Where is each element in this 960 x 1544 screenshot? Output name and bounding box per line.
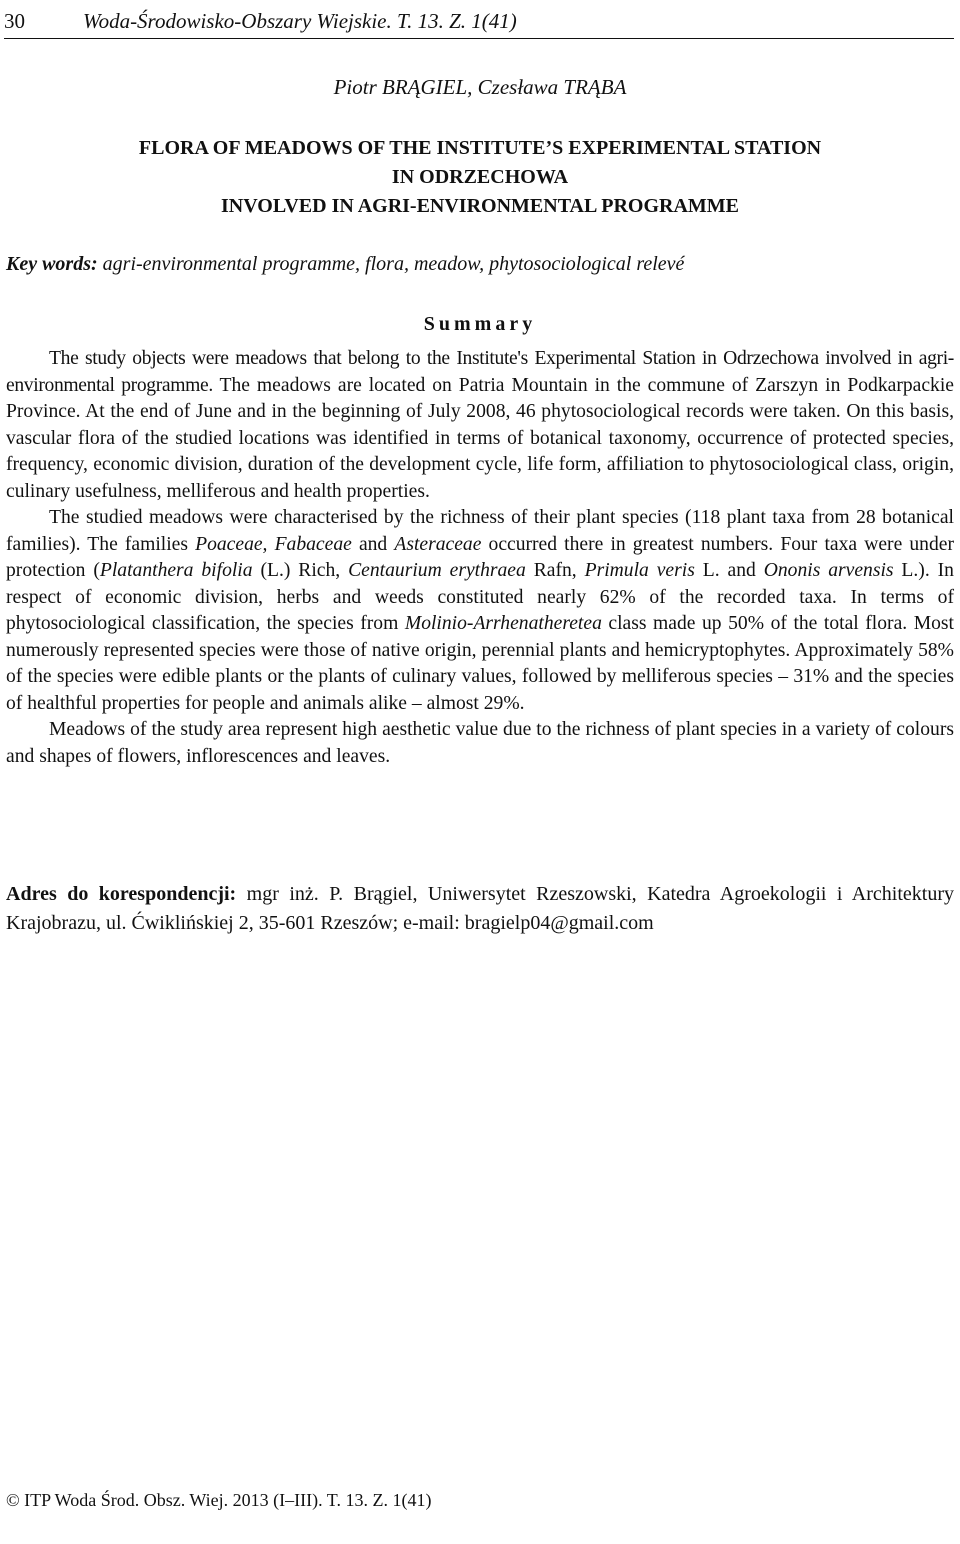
taxon-name: Primula veris (584, 560, 695, 581)
taxon-name: Centaurium erythraea (348, 560, 526, 581)
correspondence-text: mgr inż. P. Brągiel, Uniwersytet Rzeszowski, Katedra Agroekologii i Architektury Krajobrazu, ul. Ćwiklińskiej 2, 35-601 Rzeszów; e-mail: bragielp04@gmail.com (6, 883, 954, 934)
title-line: FLORA OF MEADOWS OF THE INSTITUTE’S EXPERIMENTAL STATION (138, 137, 822, 159)
title-line: IN ODRZECHOWA (391, 166, 569, 188)
summary-text-run: L. and (694, 560, 764, 581)
taxon-name: Platanthera bifolia (99, 560, 253, 581)
summary-text-run: Rafn, (525, 560, 585, 581)
summary-paragraph-1 (6, 346, 954, 505)
summary-paragraph-3: Meadows of the study area represent high aesthetic value due to the richness of plant species in a variety of colours and shapes of flowers, inflorescences and leaves. (6, 719, 954, 767)
taxon-name: Molinio-Arrhenatheretea (404, 613, 602, 634)
summary-paragraph-2 (6, 505, 954, 717)
journal-name: Woda-Środowisko-Obszary Wiejskie. T. 13. Z. 1(41) (83, 9, 517, 33)
authors: Piotr BRĄGIEL, Czesława TRĄBA (333, 75, 627, 99)
summary-text-run: The studied meadows were characterised by the richness of their plant species (118 plant taxa from 28 botanical families). The families (6, 507, 954, 555)
summary-heading: Summary (423, 313, 537, 335)
article-title (0, 134, 960, 221)
taxon-name: Poaceae, Fabaceae (195, 533, 352, 555)
summary-text-run: and (351, 533, 395, 555)
copyright-footer: © ITP Woda Środ. Obsz. Wiej. 2013 (I–III). T. 13. Z. 1(41) (6, 1490, 432, 1510)
page-number: 30 (4, 9, 25, 33)
keywords-label: Key words: (6, 253, 98, 275)
title-line: INVOLVED IN AGRI-ENVIRONMENTAL PROGRAMME (221, 195, 739, 217)
summary-text-run: (L.) Rich, (252, 560, 349, 581)
summary-text-run: The meadows are located on Patria Mountain in the commune of Zarszyn in Podkarpackie Province. At the end of June and in the beginning of July 2008, 46 phytosociological records were taken. On this basis, vascular flora of the studied locations was identified in terms of botanical taxonomy, occurrence of protected species, frequency, economic division, duration of the development cycle, life form, affiliation to phytosociological class, origin, culinary usefulness, melliferous and health properties. (6, 374, 954, 502)
keywords (6, 249, 954, 279)
summary-text-run: occurred there in greatest numbers. Four taxa were under protection ( (6, 533, 954, 581)
keywords-text: agri-environmental programme, flora, meadow, phytosociological relevé (97, 253, 685, 275)
summary-lead-sentence: The study objects were meadows that belong to the Institute's Experimental Station in Odrzechowa involved in agri-environmental programme. (6, 348, 954, 396)
taxon-name: Ononis arvensis (763, 560, 894, 581)
taxon-name: Asteraceae (394, 533, 482, 555)
summary-text-run: L.). In respect of economic division, herbs and weeds constituted nearly 62% of the recorded taxa. In terms of phytosociological classification, the species from (6, 560, 954, 634)
running-head (4, 6, 954, 39)
summary-text-run: class made up 50% of the total flora. Most numerously represented species were those of native origin, perennial plants and hemicryptophytes. Approximately 58% of the species were edible plants or the plants of culinary values, followed by melliferous species – 31% and the species of healthful properties for people and animals alike – almost 29%. (6, 613, 954, 714)
correspondence-label: Adres do korespondencji: (6, 883, 237, 905)
summary-text (6, 346, 954, 770)
correspondence-address (6, 880, 954, 938)
